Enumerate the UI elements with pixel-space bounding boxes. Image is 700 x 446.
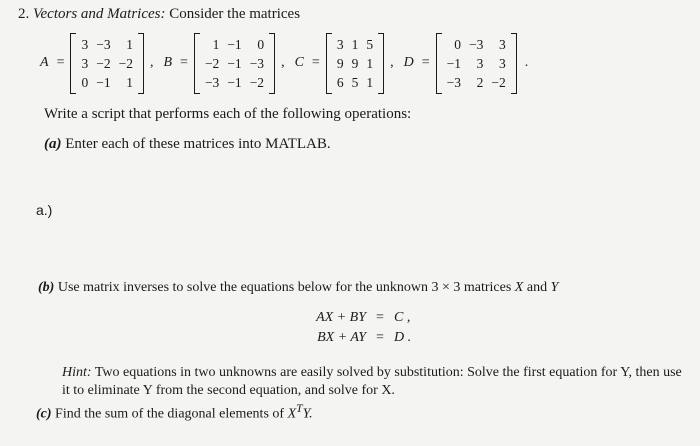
matrices-row: A = 3 −3 1 3 −2 −2 0 −1 1 , B = 1 −1 0 −2 −1 −3 −3 −1 −2 , C = 3 1 5 9 9 1 6 5 1 , D = 0 −3 3 −1 3 3 −3 2 −2 . — [40, 30, 528, 96]
hint-paragraph — [62, 364, 682, 400]
matrix-name: C — [294, 55, 304, 70]
question-number: 2. — [18, 6, 30, 22]
matrix-a: 3 −3 1 3 −2 −2 0 −1 1 — [70, 33, 144, 94]
expr-y: Y. — [302, 406, 313, 422]
var-x: X — [514, 280, 524, 295]
equation-row: AX + BY = C , — [316, 310, 411, 325]
question-title: Vectors and Matrices: — [33, 6, 166, 22]
question-intro: Consider the matrices — [169, 6, 301, 22]
hint-text: Two equations in two unknowns are easily solved by substitution: Solve the first equation for Y, then use it to eliminate Y from the second equation, and solve for X. — [62, 365, 682, 398]
matrix-b: 1 −1 0 −2 −1 −3 −3 −1 −2 — [194, 33, 275, 94]
instruction-text: Write a script that performs each of the following operations: — [44, 106, 412, 122]
var-y: Y — [550, 280, 559, 295]
matrix-name: D — [403, 55, 414, 70]
matrix-name: B — [163, 55, 173, 70]
part-b-text: Use matrix inverses to solve the equations below for the unknown 3 × 3 matrices — [57, 280, 512, 295]
equation-row: BX + AY = D . — [317, 330, 412, 345]
equation-block — [300, 308, 411, 348]
part-a — [44, 136, 331, 153]
part-c — [36, 402, 313, 423]
matrix-d: 0 −3 3 −1 3 3 −3 2 −2 — [436, 33, 517, 94]
part-a-text: Enter each of these matrices into MATLAB. — [65, 136, 331, 152]
matrix-name: A — [40, 55, 49, 70]
part-c-text: Find the sum of the diagonal elements of — [55, 406, 285, 422]
part-c-label: (c) — [36, 406, 52, 422]
question-heading — [18, 6, 300, 23]
expr-x: X — [287, 406, 297, 422]
part-a-label: (a) — [44, 136, 62, 152]
expr-transpose: T — [296, 402, 303, 415]
answer-label-a: a.) — [36, 202, 53, 218]
matrix-c: 3 1 5 9 9 1 6 5 1 — [326, 33, 384, 94]
part-b — [38, 280, 558, 296]
part-b-and: and — [526, 280, 548, 295]
part-b-label: (b) — [38, 280, 55, 295]
hint-label: Hint: — [62, 365, 92, 380]
